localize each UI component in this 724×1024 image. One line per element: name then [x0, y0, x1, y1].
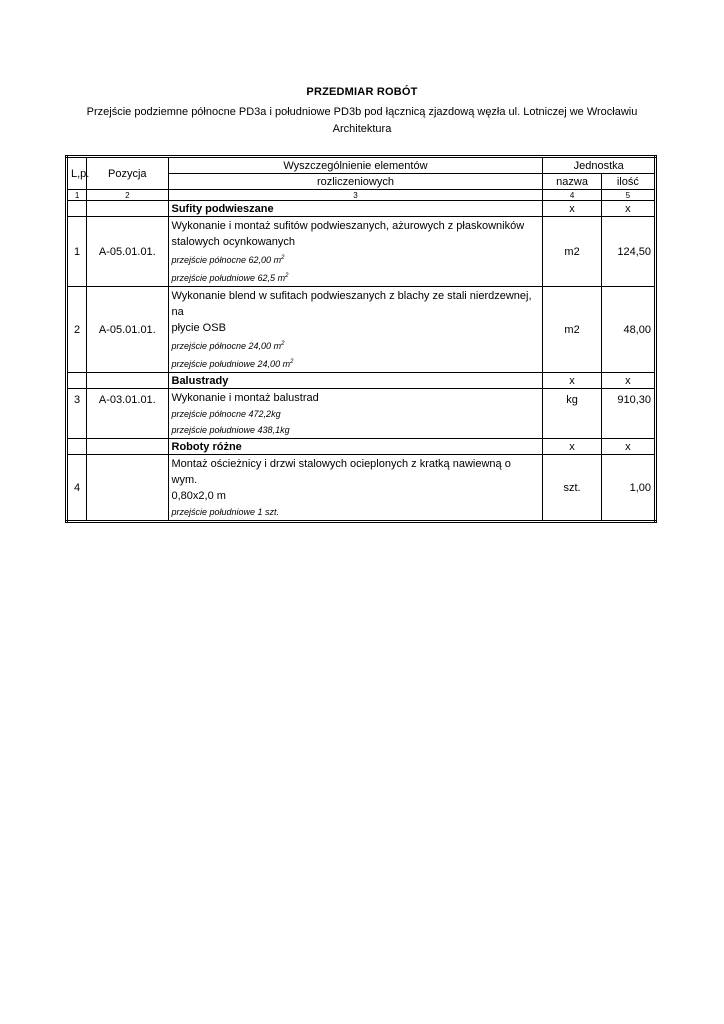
superscript: 2 — [281, 341, 285, 347]
item-unit: m2 — [543, 287, 601, 373]
header-ilosc: ilość — [601, 174, 655, 190]
empty-cell — [67, 201, 87, 217]
header-pozycja: Pozycja — [87, 157, 168, 190]
item-desc-text: 0,80x2,0 m — [171, 490, 226, 502]
item-subline — [172, 336, 540, 354]
empty-cell — [87, 201, 168, 217]
section-unit: x — [543, 373, 601, 389]
col-number: 5 — [601, 190, 655, 201]
empty-cell — [87, 439, 168, 455]
item-desc-text: Wykonanie i montaż balustrad — [171, 392, 319, 404]
empty-cell — [67, 439, 87, 455]
section-title: Sufity podwieszane — [168, 201, 543, 217]
section-unit: x — [543, 201, 601, 217]
item-position — [87, 455, 168, 522]
superscript: 2 — [281, 255, 285, 261]
section-title: Balustrady — [168, 373, 543, 389]
item-qty: 48,00 — [601, 287, 655, 373]
item-description — [168, 217, 543, 287]
table-row — [67, 455, 656, 522]
item-qty: 1,00 — [601, 455, 655, 522]
item-unit: szt. — [543, 455, 601, 522]
section-qty: x — [601, 201, 655, 217]
col-number: 3 — [168, 190, 543, 201]
bill-of-quantities-table — [65, 155, 657, 523]
section-row — [67, 439, 656, 455]
item-subline: przejście południowe 1 szt. — [171, 507, 280, 517]
document-department: Architektura — [332, 123, 392, 135]
section-qty: x — [601, 373, 655, 389]
col-number: 4 — [543, 190, 601, 201]
item-subline: przejście południowe 438,1kg — [171, 425, 290, 435]
item-desc-text: stalowych ocynkowanych — [171, 236, 296, 248]
item-position: A-05.01.01. — [87, 287, 168, 373]
document-title: PRZEDMIAR ROBÓT — [306, 86, 418, 98]
table-row — [67, 287, 656, 373]
item-unit: kg — [543, 389, 601, 439]
item-desc-text: płycie OSB — [171, 322, 226, 334]
header-row — [67, 157, 656, 174]
header-desc-line1: Wyszczególnienie elementów — [168, 157, 543, 174]
item-desc-text: Wykonanie blend w sufitach podwieszanych z blachy ze stali nierdzewnej, na — [171, 290, 532, 318]
table-row — [67, 217, 656, 287]
header-nazwa: nazwa — [543, 174, 601, 190]
item-position: A-03.01.01. — [87, 389, 168, 439]
subline-text: przejście północne 62,00 m — [171, 255, 282, 265]
col-number: 2 — [87, 190, 168, 201]
item-unit: m2 — [543, 217, 601, 287]
item-desc-text: Montaż ościeżnicy i drzwi stalowych ocieplonych z kratką nawiewną o wym. — [171, 458, 511, 486]
item-lp: 2 — [67, 287, 87, 373]
document-subtitle: Przejście podziemne północne PD3a i południowe PD3b pod łącznicą zjazdową węzła ul. Lotniczej we Wrocławiu — [86, 106, 638, 118]
subline-text: przejście południowe 62,5 m — [171, 273, 286, 283]
section-qty: x — [601, 439, 655, 455]
section-row — [67, 201, 656, 217]
item-subline — [172, 354, 540, 372]
item-qty: 124,50 — [601, 217, 655, 287]
header-desc-line2: rozliczeniowych — [168, 174, 543, 190]
item-subline: przejście północne 472,2kg — [171, 409, 281, 419]
col-number: 1 — [67, 190, 87, 201]
item-description — [168, 389, 543, 439]
item-lp: 3 — [67, 389, 87, 439]
empty-cell — [87, 373, 168, 389]
section-unit: x — [543, 439, 601, 455]
subline-text: przejście południowe 24,00 m — [171, 359, 291, 369]
item-description — [168, 455, 543, 522]
header-jednostka: Jednostka — [543, 157, 656, 174]
table-row — [67, 389, 656, 439]
item-subline — [172, 268, 540, 286]
section-title: Roboty różne — [168, 439, 543, 455]
item-lp: 1 — [67, 217, 87, 287]
subline-text: przejście północne 24,00 m — [171, 341, 282, 351]
item-qty: 910,30 — [601, 389, 655, 439]
empty-cell — [67, 373, 87, 389]
item-lp: 4 — [67, 455, 87, 522]
item-position: A-05.01.01. — [87, 217, 168, 287]
column-number-row — [67, 190, 656, 201]
superscript: 2 — [290, 359, 294, 365]
item-subline — [172, 250, 540, 268]
item-desc-text: Wykonanie i montaż sufitów podwieszanych, ażurowych z płaskowników — [171, 220, 525, 232]
item-description — [168, 287, 543, 373]
superscript: 2 — [285, 273, 289, 279]
section-row — [67, 373, 656, 389]
header-lp: L,p. — [67, 157, 87, 190]
